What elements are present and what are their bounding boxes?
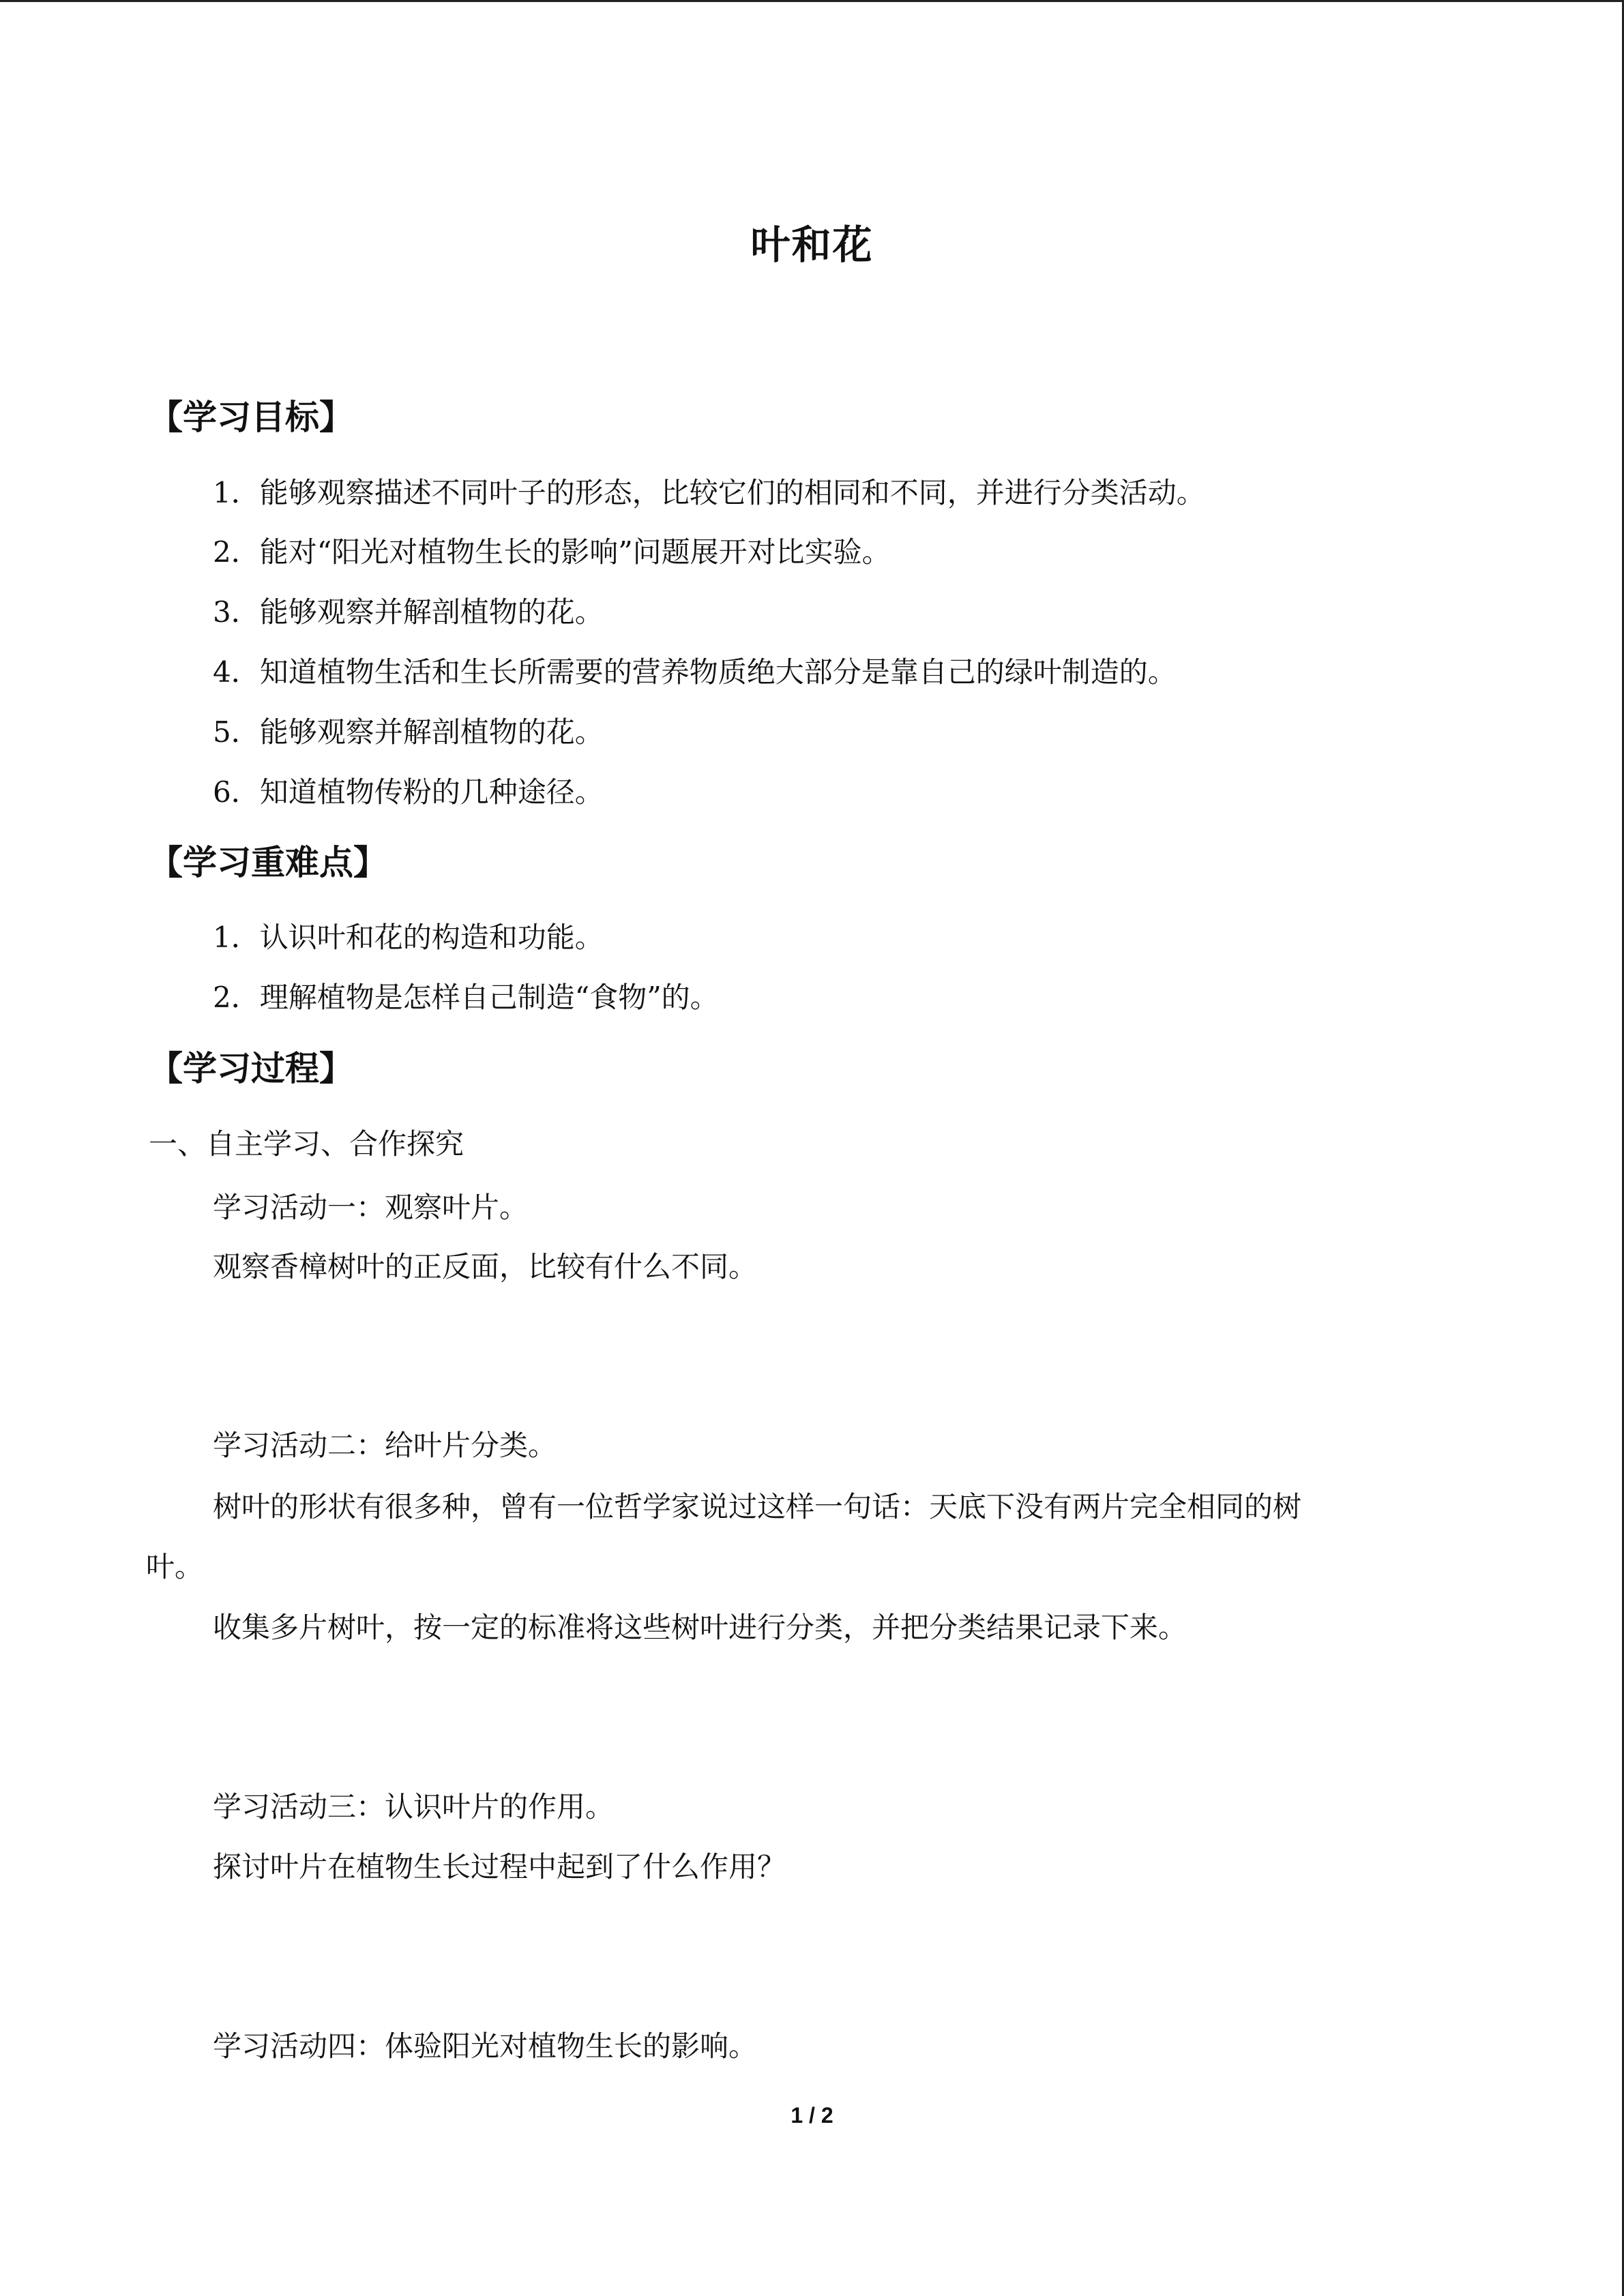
activity-2-title: 学习活动二：给叶片分类。 [213, 1429, 557, 1462]
activity-2-text-2: 收集多片树叶，按一定的标准将这些树叶进行分类，并把分类结果记录下来。 [213, 1611, 1187, 1644]
page-top-border [0, 0, 1624, 2]
section-heading-key-points: 【学习重难点】 [149, 843, 387, 882]
document-title: 叶和花 [750, 222, 874, 268]
key-point-item-1: 1．认识叶和花的构造和功能。 [213, 921, 604, 954]
activity-4-title: 学习活动四：体验阳光对植物生长的影响。 [213, 2029, 758, 2063]
activity-3-title: 学习活动三：认识叶片的作用。 [213, 1790, 615, 1823]
section-heading-process: 【学习过程】 [149, 1049, 353, 1088]
section-heading-goals: 【学习目标】 [149, 398, 353, 437]
activity-2-text-line-1: 树叶的形状有很多种，曾有一位哲学家说过这样一句话：天底下没有两片完全相同的树 [213, 1490, 1302, 1523]
goal-item-6: 6．知道植物传粉的几种途径。 [213, 775, 604, 809]
goal-item-5: 5．能够观察并解剖植物的花。 [213, 715, 604, 749]
goal-item-2: 2．能对“阳光对植物生长的影响”问题展开对比实验。 [213, 535, 891, 569]
process-part-1: 一、自主学习、合作探究 [149, 1127, 464, 1161]
goal-item-3: 3．能够观察并解剖植物的花。 [213, 595, 604, 629]
goal-item-1: 1．能够观察描述不同叶子的形态，比较它们的相同和不同，并进行分类活动。 [213, 476, 1205, 509]
activity-2-text-line-2: 叶。 [146, 1550, 204, 1583]
activity-1-text: 观察香樟树叶的正反面，比较有什么不同。 [213, 1250, 758, 1283]
page-number: 1 / 2 [791, 2103, 833, 2128]
goal-item-4: 4．知道植物生活和生长所需要的营养物质绝大部分是靠自己的绿叶制造的。 [213, 655, 1177, 689]
activity-1-title: 学习活动一：观察叶片。 [213, 1191, 529, 1224]
activity-3-text: 探讨叶片在植物生长过程中起到了什么作用？ [213, 1850, 786, 1883]
key-point-item-2: 2．理解植物是怎样自己制造“食物”的。 [213, 981, 719, 1014]
